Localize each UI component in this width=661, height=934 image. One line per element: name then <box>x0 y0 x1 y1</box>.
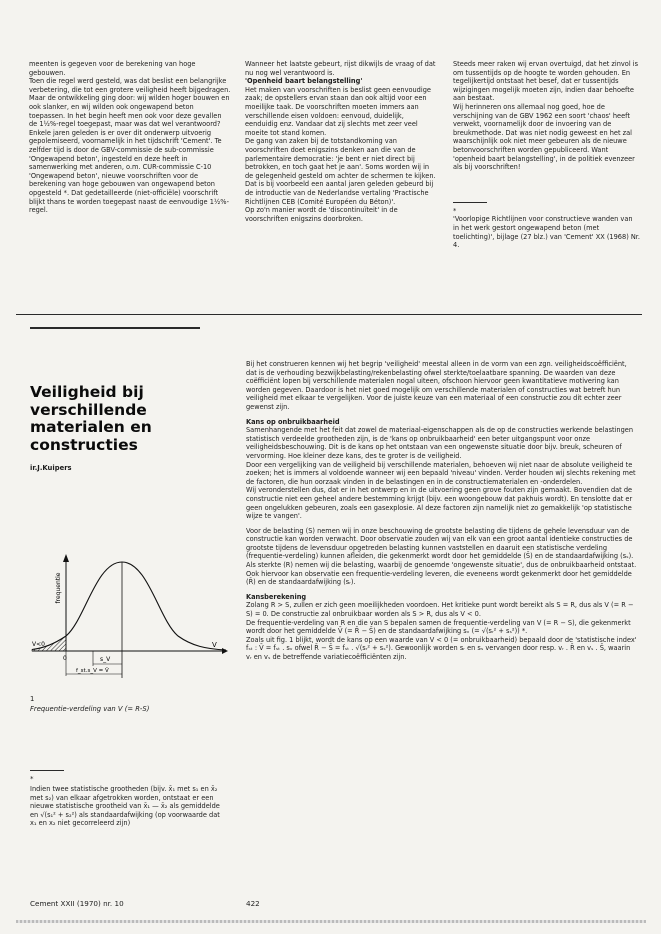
col2-heading: 'Openheid baart belangstelling' <box>245 77 363 86</box>
col2-paragraph: Wanneer het laatste gebeurt, rijst dikwijls de vraag of dat nu nog wel verantwoord is. <box>245 60 436 77</box>
body-paragraph: Wij veronderstellen dus, dat er in het ontwerp en in de uitvoering geen grove fouten zijn gemaakt. Bovendien dat de constructie niet een geheel andere bestemming krijgt (bijv. een woongebouw dat pakhuis wordt). En tenslotte dat er geen ongelukken gebeuren, zoals een gasexplosie. Al deze factoren zijn namelijk niet zo gemakkelijk 'op statistische wijze te vangen'. <box>246 486 633 521</box>
x-axis-arrow <box>222 648 228 654</box>
col2-paragraph: De gang van zaken bij de totstandkoming van voorschriften doet enigszins denken aan die van de parlementaire democratie: 'je bent er niet direct bij betrokken, en toch gaat het je aan'. Soms worden wij in de gelegenheid gesteld om achter de schermen te kijken. Dat is bij voorbeeld een aantal jaren geleden gebeurd bij de introductie van de Nederlandse vertaling 'Practische Richtlijnen CEB (Comité Européen du Béton)'. <box>245 137 436 206</box>
section-divider <box>16 314 642 315</box>
body-paragraph: Samenhangende met het feit dat zowel de materiaal-eigenschappen als de op de constructies werkende belastingen statistisch verdeelde grootheden zijn, is de 'kans op onbruikbaarheid' een beter uitgangspunt voor onze veiligheidsbeschouwing. Dit is de kans op het ontstaan van een ongewenste situatie door bijv. breuk, scheuren of vervorming. Hoe kleiner deze kans, des te groter is de veiligheid. <box>246 426 634 460</box>
title-rule <box>30 327 200 329</box>
col1-paragraph: Enkele jaren geleden is er over dit onderwerp uitvoerig gepolemiseerd, voornamelijk in het tijdschrift 'Cement'. Te zelfder tijd is door de GBV-commissie de sub-commissie 'Ongewapend beton', ingesteld en deze heeft in samenwerking met anderen, o.m. CUR-commissie C-10 'Ongewapend beton', nieuwe voorschriften voor de berekening van hoge gebouwen van ongewapend beton opgesteld *. Dat gedetailleerde (niet-officiële) voorschrift blijkt thans te worden toegepast naast de eenvoudige 1½%-regel. <box>29 128 229 215</box>
y-axis-arrow <box>63 554 69 562</box>
body-paragraph: Bij het construeren kennen wij het begrip 'veiligheid' meestal alleen in de vorm van een zgn. veiligheidscoëfficiënt, dat is de verhouding bezwijkbelasting/rekenbelasting ofwel sterkte/toelaatbare spanning. De waarden van deze coëfficiënt lopen bij verschillende materialen nogal uiteen, ofschoon hiervoor geen kwantitatieve motivering kan worden gegeven. Daardoor is het niet goed mogelijk om verschillende materialen of constructies wat betreft hun veiligheid met elkaar te vergelijken. Voor de juiste keuze van een materiaal of een constructie zou dit echter zeer gewenst zijn. <box>246 360 627 411</box>
article-author: ir.J.Kuipers <box>30 464 72 472</box>
footnote-text: Indien twee statistische grootheden (bijv. x̄₁ met s₁ en x̄₂ met s₂) van elkaar afgetrokken worden, ontstaat er een nieuwe statistische grootheid van x̄₁ — x̄₂ als gemiddelde en √(s₁² + s₂²) als standaardafwijking (op voorwaarde dat x₁ en x₂ niet gecorreleerd zijn) <box>30 785 220 828</box>
article-title: Veiligheid bij verschillende materialen en constructies <box>30 383 152 454</box>
sv-label: s_V <box>100 656 111 663</box>
body-paragraph: De frequentie-verdeling van R en die van S bepalen samen de frequentie-verdeling van V (= R − S), die gekenmerkt wordt door het gemiddelde V̄ (= R̄ − S̄) en de standaardafwijking sᵥ (= √(sᵣ² + sₛ²)) *. <box>246 618 631 636</box>
body-paragraph: Door een vergelijking van de veiligheid bij verschillende materialen, behoeven wij niet naar de absolute veiligheid te zoeken; het is immers al voldoende wanneer wij een bepaald 'niveau' vinden. Verder houden wij slechts rekening met de factoren, die hun oorzaak vinden in de belastingen en in de constructiematerialen en -onderdelen. <box>246 460 636 486</box>
page-number: 422 <box>246 899 260 908</box>
col2-paragraph: Op zo'n manier wordt de 'discontinuïteit' in de voorschriften enigszins doorbroken. <box>245 206 398 223</box>
column-middle <box>245 60 438 223</box>
frequency-distribution-figure <box>30 548 230 688</box>
column-right <box>453 60 640 250</box>
note-divider <box>453 202 487 203</box>
col1-paragraph: Toen die regel werd gesteld, was dat beslist een belangrijke verbetering, die tot een grotere veiligheid heeft bijgedragen. Maar de ontwikkeling ging door: wij wilden hoger bouwen en ook slanker, en wij wilden ook ongewapend beton toepassen. In het begin heeft men ook voor deze gevallen de 1½%-regel toegepast, maar was dat wel verantwoord? <box>29 77 231 129</box>
article-body <box>246 360 638 662</box>
figure-number: 1 <box>30 695 35 703</box>
note-star: * <box>453 206 457 215</box>
bracket-label: f_st.s_V = V̄ <box>76 668 109 674</box>
body-heading: Kansberekening <box>246 592 307 601</box>
note-text: 'Voorlopige Richtlijnen voor constructieve wanden van in het werk gestort ongewapend beton (met toelichting)', bijlage (27 blz.) van 'Cement' XX (1968) Nr. 4. <box>453 215 640 250</box>
figure-caption: Frequentie-verdeling van V (= R-S) <box>30 705 150 713</box>
col2-paragraph: Het maken van voorschriften is beslist geen eenvoudige zaak; de opstellers ervan staan dan ook altijd voor een moeilijke taak. De voorschriften moeten immers aan verschillende eisen voldoen: eenvoud, duidelijk, eenduidig enz. Vandaar dat zij slechts met zeer veel moeite tot stand komen. <box>245 85 431 137</box>
body-paragraph: Zoals uit fig. 1 blijkt, wordt de kans op een waarde van V < 0 (= onbruikbaarheid) bepaald door de 'statistische index' fₛₜ : V̄ = fₛₜ . sᵥ ofwel R̄ − S̄ = fₛₜ . √(sᵣ² + sₛ²). Gewoonlijk worden sᵣ en sₛ vervangen door resp. vᵣ . R̄ en vₛ . S̄, waarin vᵣ en vₛ de betreffende variatiecoëfficiënten zijn. <box>246 635 637 661</box>
col3-paragraph: Wij herinneren ons allemaal nog goed, hoe de verschijning van de GBV 1962 een soort 'chaos' heeft verwekt, voornamelijk door de invoering van de breukmethode. Dat was niet nodig geweest en het zal waarschijnlijk ook niet meer gebeuren als de nieuwe betonvoorschriften worden gepubliceerd. Want 'openheid baart belangstelling', in de politiek evenzeer als bij voorschriften! <box>453 102 635 172</box>
col3-paragraph: Steeds meer raken wij ervan overtuigd, dat het zinvol is om tussentijds op de hoogte te worden gehouden. En tegelijkertijd ontstaat het besef, dat er tussentijds wijzigingen mogelijk moeten zijn, indien daar behoefte aan bestaat. <box>453 60 639 103</box>
zero-label: 0 <box>63 655 67 662</box>
body-paragraph: Zolang R > S, zullen er zich geen moeilijkheden voordoen. Het kritieke punt wordt bereikt als S = R, dus als V (= R − S) = 0. De constructie zal onbruikbaar worden als S > R, dus als V < 0. <box>246 601 634 619</box>
col1-paragraph: meenten is gegeven voor de berekening van hoge gebouwen. <box>29 60 196 77</box>
x-axis-label: V <box>212 641 217 649</box>
scan-edge <box>16 920 646 923</box>
body-paragraph: Voor de belasting (S) nemen wij in onze beschouwing de grootste belasting die tijdens de gehele levensduur van de constructie kan worden verwacht. Door observatie zouden wij van elk van een groot aantal identieke constructies de grootste tijdens de levensduur opgetreden belasting kunnen vaststellen en daaruit een statistische verdeling (frequentie-verdeling) kunnen afleiden, die gekenmerkt wordt door het gemiddelde (S̄) en de standaardafwijking (sₛ). Als sterkte (R) nemen wij die belasting, waarbij de genoemde 'ongewenste situatie', dus de onbruikbaarheid ontstaat. Ook hiervoor kan observatie een frequentie-verdeling leveren, die eveneens wordt gekenmerkt door het gemiddelde (R̄) en de standaardafwijking (sᵣ). <box>246 526 637 587</box>
column-right-body <box>453 60 640 172</box>
footnote-divider <box>30 770 64 771</box>
journal-footer: Cement XXII (1970) nr. 10 <box>30 899 124 908</box>
footnote-star: * <box>30 775 34 783</box>
body-heading: Kans op onbruikbaarheid <box>246 417 340 426</box>
origin-label: V<0 <box>32 641 45 648</box>
column-left <box>29 60 231 215</box>
y-axis-label: frequentie <box>55 572 62 604</box>
